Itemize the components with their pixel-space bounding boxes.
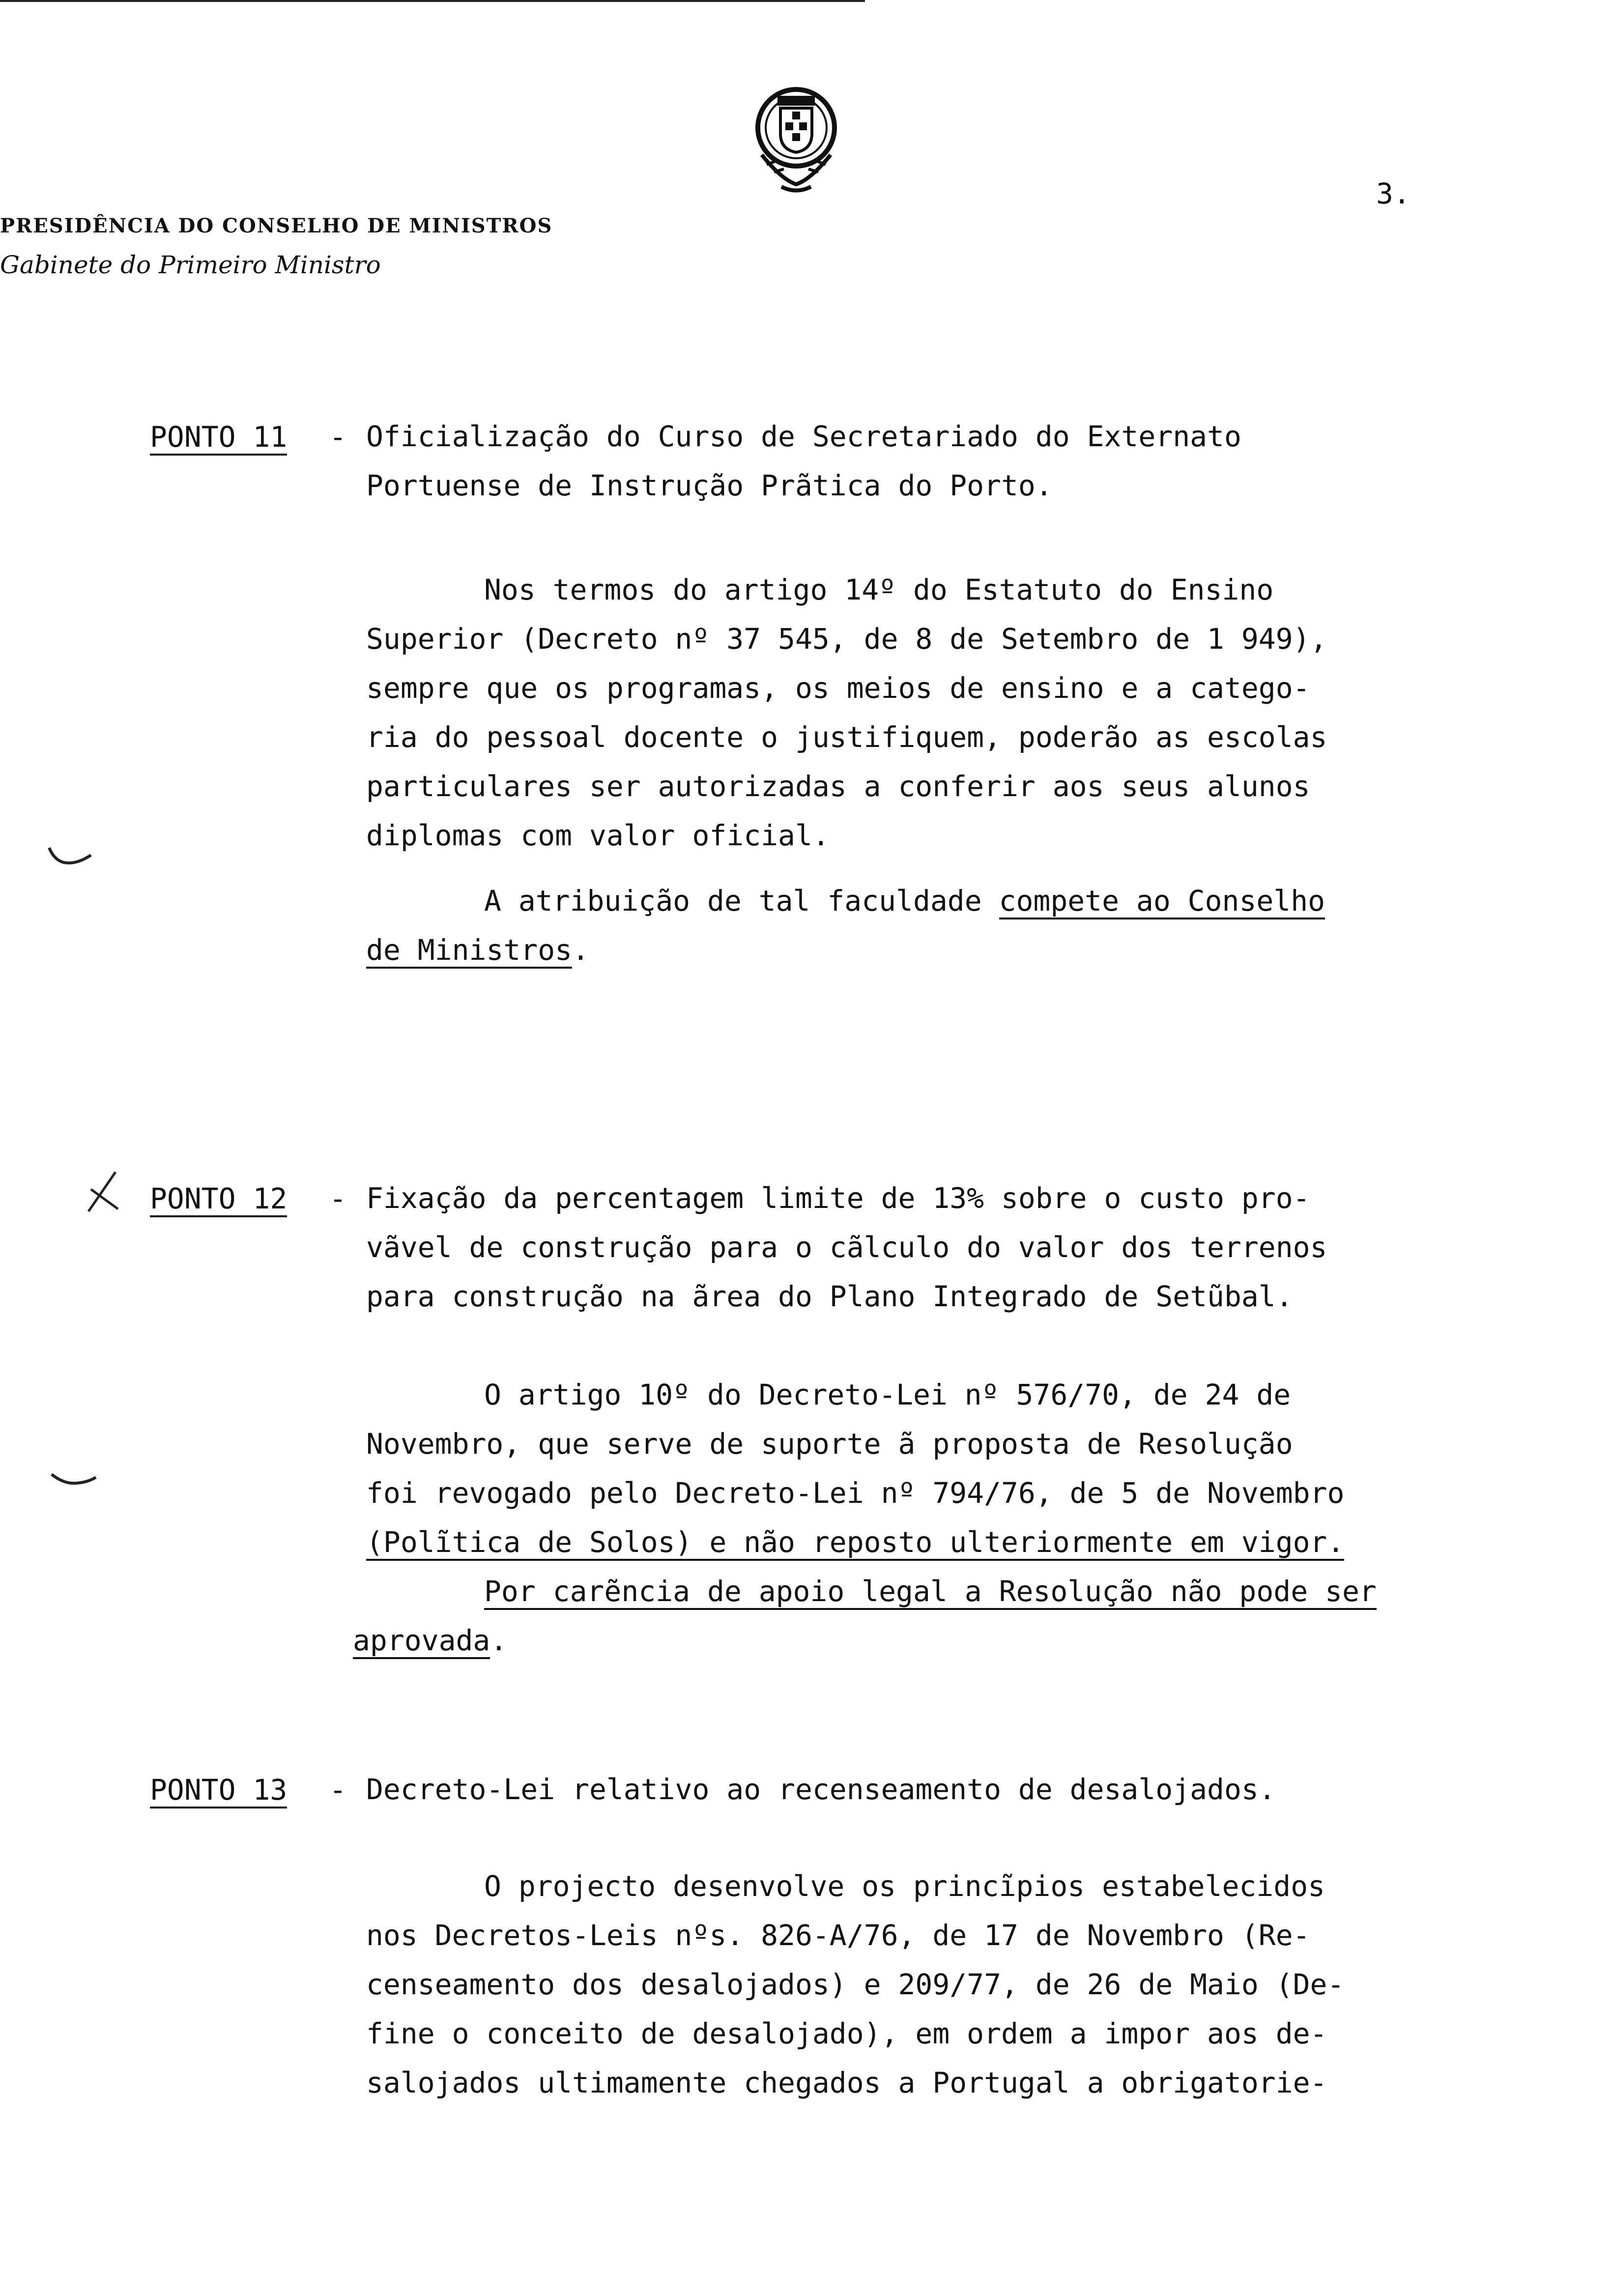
ponto-11-label bbox=[150, 420, 287, 454]
ponto-12-label bbox=[150, 1182, 287, 1215]
ponto-13-body-line: nos Decretos-Leis nºs. 826-A/76, de 17 de Novembro (Re- bbox=[366, 1919, 1310, 1952]
ponto-11-body-line: sempre que os programas, os meios de ensino e a catego- bbox=[366, 671, 1310, 705]
ponto-12-body-line-underlined bbox=[366, 1518, 1344, 1567]
underlined-text: aprovada bbox=[353, 1624, 490, 1659]
ponto-11-body-line: ria do pessoal docente o justifiquem, poderão as escolas bbox=[366, 720, 1327, 754]
ponto-11-body-line: diplomas com valor oficial. bbox=[366, 819, 830, 852]
underlined-text: compete ao Conselho bbox=[999, 884, 1325, 919]
conclusion-suffix: . bbox=[572, 933, 589, 967]
ponto-11-body-line: particulares ser autorizadas a conferir aos seus alunos bbox=[366, 770, 1310, 803]
ponto-11-conclusion-line-2 bbox=[366, 925, 589, 975]
ponto-13-label bbox=[150, 1773, 287, 1807]
underlined-text: (Polĩtica de Solos) e não reposto ulteriormente em vigor. bbox=[366, 1525, 1344, 1561]
conclusion-suffix: . bbox=[490, 1624, 508, 1657]
ponto-13-dash: - bbox=[329, 1773, 346, 1807]
underlined-text: Por carẽncia de apoio legal a Resolução não pode ser bbox=[484, 1575, 1377, 1610]
ponto-12-title-line: para construção na ãrea do Plano Integrado de Setũbal. bbox=[366, 1280, 1293, 1313]
ponto-label-text: PONTO 13 bbox=[150, 1773, 287, 1808]
ponto-11-title-line: Oficialização do Curso de Secretariado do Externato bbox=[366, 420, 1241, 453]
ponto-12-conclusion bbox=[484, 1567, 1377, 1616]
ponto-12-body-line: foi revogado pelo Decreto-Lei nº 794/76, de 5 de Novembro bbox=[366, 1476, 1345, 1510]
ponto-12-title-line: vãvel de construção para o cãlculo do valor dos terrenos bbox=[366, 1231, 1327, 1264]
office-subheader: Gabinete do Primeiro Ministro bbox=[0, 251, 381, 279]
ponto-11-title-line: Portuense de Instrução Prãtica do Porto. bbox=[366, 469, 1053, 502]
ponto-11-body-line: Nos termos do artigo 14º do Estatuto do Ensino bbox=[484, 573, 1274, 606]
check-mark-icon bbox=[47, 845, 96, 875]
underlined-text: de Ministros bbox=[366, 933, 572, 969]
ponto-13-body-line: O projecto desenvolve os princĩpios estabelecidos bbox=[484, 1869, 1325, 1903]
check-mark-icon bbox=[49, 1472, 98, 1492]
ponto-11-conclusion bbox=[484, 876, 1325, 925]
ponto-12-body-line: O artigo 10º do Decreto-Lei nº 576/70, de 24 de bbox=[484, 1378, 1291, 1411]
ponto-13-body-line: fine o conceito de desalojado), em ordem a impor aos de- bbox=[366, 2017, 1327, 2050]
ponto-13-body-line: censeamento dos desalojados) e 209/77, de 26 de Maio (De- bbox=[366, 1968, 1345, 2001]
page-number: 3. bbox=[1376, 177, 1410, 210]
cross-mark-icon bbox=[84, 1170, 123, 1214]
ponto-12-title-line: Fixação da percentagem limite de 13% sobre o custo pro- bbox=[366, 1181, 1310, 1215]
ponto-12-body-line: Novembro, que serve de suporte ã proposta de Resolução bbox=[366, 1427, 1293, 1461]
ponto-12-conclusion-line-2 bbox=[353, 1616, 507, 1665]
ponto-11-body-line: Superior (Decreto nº 37 545, de 8 de Setembro de 1 949), bbox=[366, 622, 1327, 656]
ponto-13-body-line: salojados ultimamente chegados a Portugal a obrigatorie- bbox=[366, 2066, 1327, 2099]
scan-edge-line bbox=[0, 0, 865, 2]
ponto-12-dash: - bbox=[329, 1182, 346, 1215]
ponto-label-text: PONTO 12 bbox=[150, 1182, 287, 1217]
conclusion-text: A atribuição de tal faculdade bbox=[484, 884, 999, 918]
institution-header: PRESIDÊNCIA DO CONSELHO DE MINISTROS bbox=[0, 214, 553, 237]
ponto-label-text: PONTO 11 bbox=[150, 420, 287, 456]
ponto-11-dash: - bbox=[329, 420, 346, 454]
ponto-13-title: Decreto-Lei relativo ao recenseamento de desalojados. bbox=[366, 1773, 1276, 1806]
coat-of-arms-icon bbox=[747, 81, 845, 199]
